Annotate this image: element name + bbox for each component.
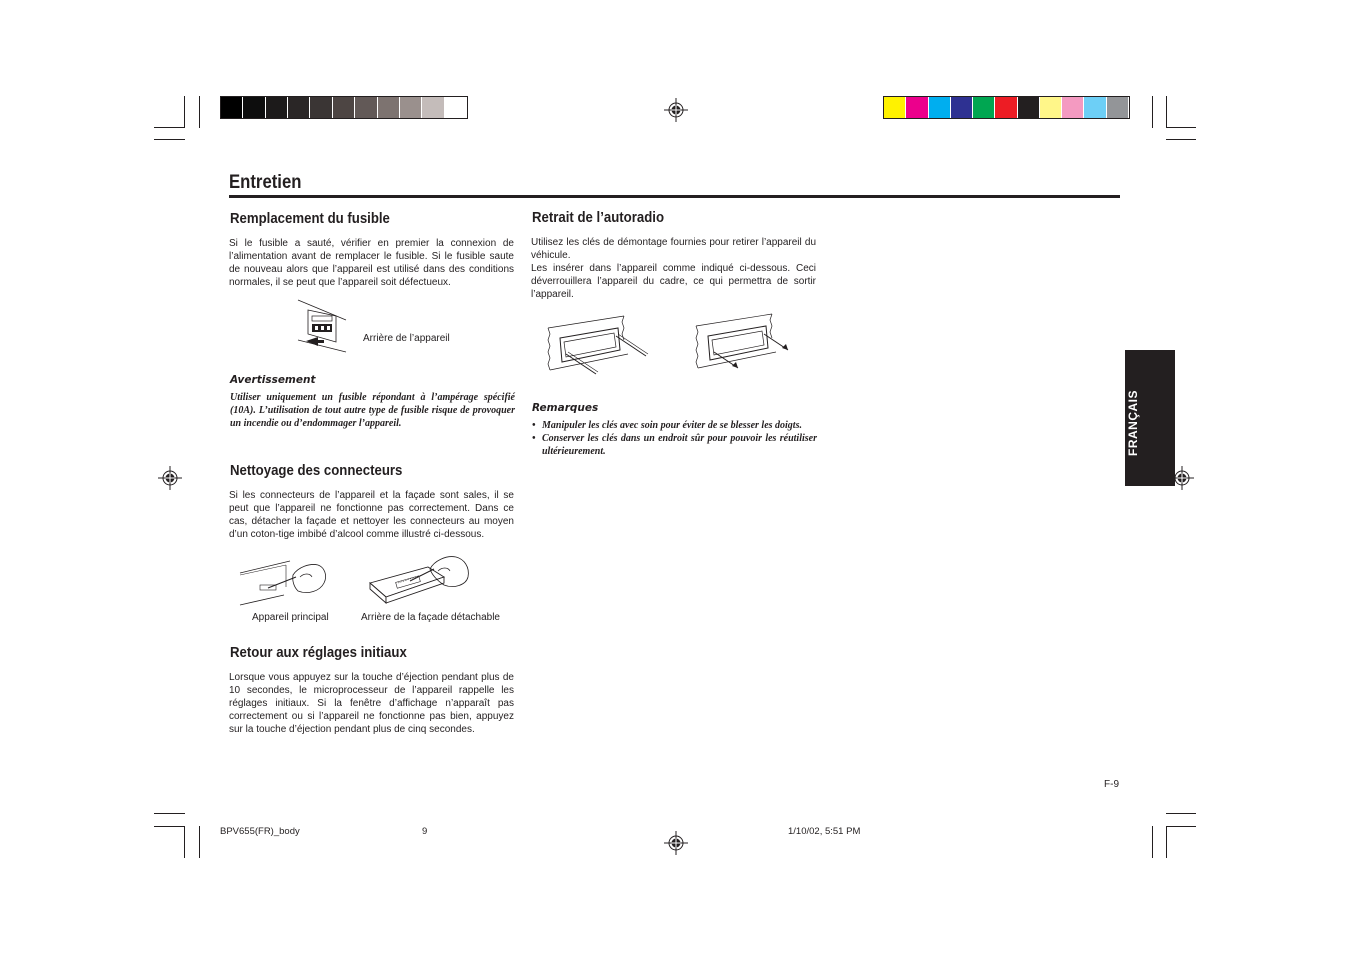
fuse-caption: Arrière de l’appareil — [363, 333, 450, 344]
fuse-body: Si le fusible a sauté, vérifier en premier la connexion de l’alimentation avant de remplacer le fusible. Si le fusible saute de nouveau alors que l’appareil est utilisé dans des conditions normales, il se peut que l’appareil soit défectueux. — [229, 238, 514, 288]
color-swatch — [1062, 97, 1084, 118]
color-swatch — [995, 97, 1017, 118]
color-swatch — [1040, 97, 1062, 118]
removal-heading: Retrait de l’autoradio — [532, 209, 665, 226]
color-swatch — [422, 97, 444, 118]
remark-item: • Manipuler les clés avec soin pour éviter de se blesser les doigts. — [532, 419, 817, 432]
registration-target-icon — [158, 466, 182, 490]
fuse-heading: Remplacement du fusible — [230, 210, 390, 227]
color-swatch — [266, 97, 288, 118]
color-swatch — [1084, 97, 1106, 118]
removal-keys-insert-illustration — [546, 314, 652, 380]
warning-text: Utiliser uniquement un fusible répondant à l’ampérage spécifié (10A). L’utilisation de tout autre type de fusible risque de provoquer un incendie ou d’endommager l’appareil. — [230, 392, 515, 429]
color-swatch — [906, 97, 928, 118]
warning-title: Avertissement — [230, 374, 316, 386]
color-swatch — [288, 97, 310, 118]
registration-target-icon — [664, 831, 688, 855]
footer-timestamp: 1/10/02, 5:51 PM — [788, 826, 861, 837]
page-number: F-9 — [1104, 779, 1119, 790]
color-swatch — [1018, 97, 1040, 118]
language-tab-label: FRANÇAIS — [1126, 390, 1140, 456]
color-swatch — [951, 97, 973, 118]
reset-heading: Retour aux réglages initiaux — [230, 644, 407, 661]
faceplate-caption: Arrière de la façade détachable — [361, 612, 500, 623]
color-swatch — [333, 97, 355, 118]
color-swatch — [310, 97, 332, 118]
color-swatch — [243, 97, 265, 118]
main-unit-caption: Appareil principal — [252, 612, 329, 623]
connectors-body: Si les connecteurs de l’appareil et la façade sont sales, il se peut que l’appareil ne fonctionne pas correctement. Dans ce cas, détacher la façade et nettoyer les connecteurs au moyen d’un coton-tige imbibé d’alcool comme illustré ci-dessous. — [229, 490, 514, 540]
color-swatch — [355, 97, 377, 118]
removal-keys-pull-illustration — [694, 312, 800, 378]
color-swatch — [445, 97, 467, 118]
page-title: Entretien — [229, 172, 302, 193]
color-swatch — [378, 97, 400, 118]
reset-body: Lorsque vous appuyez sur la touche d’éjection pendant plus de 10 secondes, le microprocesseur de l’appareil rappelle les réglages initiaux. Si la fenêtre d’affichage n’apparaît pas correctement ou si l’appareil ne fonctionne pas bien, appuyez sur la touche d’éjection pendant plus de cinq secondes. — [229, 672, 514, 735]
color-swatch — [884, 97, 906, 118]
removal-body-2: Les insérer dans l’appareil comme indiqué ci-dessous. Ceci déverrouillera l’appareil du cadre, ce qui permettra de sortir l’appareil. — [531, 263, 816, 300]
connectors-heading: Nettoyage des connecteurs — [230, 462, 403, 479]
color-swatch — [400, 97, 422, 118]
color-swatch — [221, 97, 243, 118]
main-unit-cleaning-illustration — [238, 555, 330, 607]
footer-sheet: 9 — [422, 826, 428, 837]
color-swatch — [973, 97, 995, 118]
faceplate-cleaning-illustration — [368, 553, 472, 607]
remarks-list — [532, 419, 817, 458]
color-swatch — [1107, 97, 1129, 118]
color-swatch — [929, 97, 951, 118]
fuse-illustration — [296, 298, 351, 353]
footer-file: BPV655(FR)_body — [220, 826, 300, 837]
remark-item: • Conserver les clés dans un endroit sûr pour pouvoir les réutiliser ultérieurement. — [532, 432, 817, 458]
removal-body-1: Utilisez les clés de démontage fournies pour retirer l’appareil du véhicule. — [531, 237, 816, 261]
registration-target-icon — [664, 98, 688, 122]
title-rule — [229, 195, 1120, 198]
remarks-title: Remarques — [532, 402, 599, 414]
